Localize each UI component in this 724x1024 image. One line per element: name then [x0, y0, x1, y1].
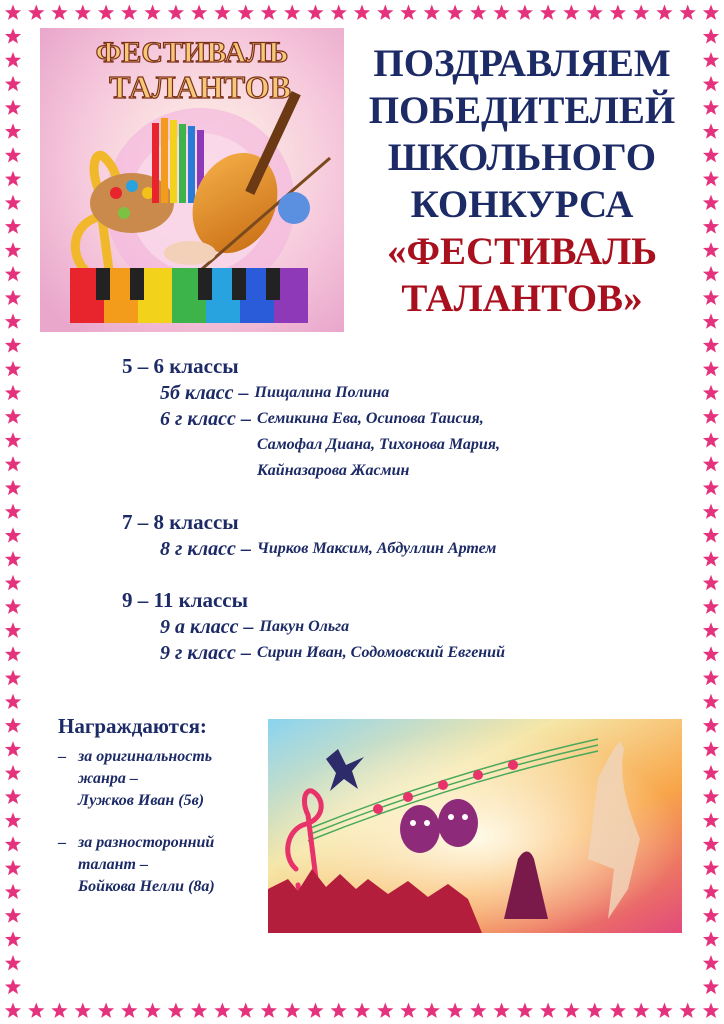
class-row [160, 640, 682, 666]
border-star [703, 908, 719, 923]
award-text [78, 746, 212, 812]
border-star [540, 5, 556, 20]
border-star [470, 5, 486, 20]
border-star [5, 860, 21, 875]
border-star [5, 337, 21, 352]
border-star [51, 1003, 67, 1018]
border-star [610, 1003, 626, 1018]
border-star [680, 1003, 696, 1018]
border-star [5, 908, 21, 923]
border-star [703, 432, 719, 447]
winner-name-line: Чирков Максим, Абдуллин Артем [256, 540, 497, 557]
border-star [75, 5, 91, 20]
class-label: 5б класс – [160, 382, 249, 404]
winner-names [249, 380, 390, 406]
headline-line-accent: ТАЛАНТОВ» [401, 277, 643, 320]
border-star [587, 5, 603, 20]
border-star [5, 266, 21, 281]
border-star [5, 28, 21, 43]
border-star [5, 76, 21, 91]
border-star [703, 76, 719, 91]
award-item [58, 746, 268, 812]
border-star [587, 1003, 603, 1018]
border-star [703, 741, 719, 756]
border-star [424, 5, 440, 20]
border-star [703, 266, 719, 281]
border-star [5, 741, 21, 756]
border-star [261, 5, 277, 20]
grade-group [122, 586, 682, 666]
border-star [261, 1003, 277, 1018]
winner-names [251, 536, 496, 562]
border-star [703, 5, 719, 20]
border-star [424, 1003, 440, 1018]
festival-poster-image [40, 28, 344, 332]
border-star [5, 313, 21, 328]
class-label: 6 г класс – [160, 408, 251, 430]
class-label: 8 г класс – [160, 538, 251, 560]
border-star [5, 218, 21, 233]
border-star [121, 1003, 137, 1018]
border-star [703, 100, 719, 115]
border-star [703, 195, 719, 210]
award-line: жанра – [78, 770, 138, 787]
border-star [98, 5, 114, 20]
border-star [5, 955, 21, 970]
border-star [703, 504, 719, 519]
headline-line: КОНКУРСА [410, 183, 634, 226]
border-star [168, 5, 184, 20]
winner-names [254, 614, 350, 640]
border-star [494, 5, 510, 20]
border-star [610, 5, 626, 20]
border-star [680, 5, 696, 20]
border-star [5, 385, 21, 400]
border-star [703, 599, 719, 614]
border-star [656, 1003, 672, 1018]
grade-group [122, 508, 682, 562]
border-star [5, 812, 21, 827]
border-star [5, 765, 21, 780]
border-star [98, 1003, 114, 1018]
border-star [517, 5, 533, 20]
border-star [633, 1003, 649, 1018]
border-star [703, 884, 719, 899]
winner-name-line: Семикина Ева, Осипова Таисия, [256, 410, 484, 427]
border-star [214, 1003, 230, 1018]
border-star [5, 599, 21, 614]
border-star [400, 1003, 416, 1018]
border-star [5, 717, 21, 732]
border-star [284, 1003, 300, 1018]
border-star [703, 860, 719, 875]
border-star [400, 5, 416, 20]
border-star [331, 1003, 347, 1018]
grade-group-title: 5 – 6 классы [122, 354, 239, 378]
border-star [703, 955, 719, 970]
border-star [703, 979, 719, 994]
border-star [5, 361, 21, 376]
border-star [5, 409, 21, 424]
border-star [494, 1003, 510, 1018]
border-star [703, 218, 719, 233]
border-star [5, 242, 21, 257]
border-star [703, 836, 719, 851]
border-star [5, 789, 21, 804]
border-star [354, 1003, 370, 1018]
border-star [633, 5, 649, 20]
border-star [5, 694, 21, 709]
border-star [447, 5, 463, 20]
border-star [703, 52, 719, 67]
border-star [703, 789, 719, 804]
border-star [354, 5, 370, 20]
border-star [703, 551, 719, 566]
border-star [447, 1003, 463, 1018]
class-label: 9 а класс – [160, 616, 254, 638]
border-star [703, 931, 719, 946]
class-row [160, 536, 682, 562]
border-star [5, 884, 21, 899]
award-line: за разносторонний [78, 834, 215, 851]
border-star [703, 646, 719, 661]
border-star [28, 5, 44, 20]
award-line: Лужков Иван (5в) [78, 792, 205, 809]
border-star [470, 1003, 486, 1018]
border-star [5, 432, 21, 447]
border-star [5, 5, 21, 20]
award-text [78, 832, 215, 898]
border-star [5, 836, 21, 851]
border-star [307, 1003, 323, 1018]
winner-name-line: Пакун Ольга [259, 618, 350, 635]
border-star [517, 1003, 533, 1018]
border-star [5, 195, 21, 210]
border-star [5, 171, 21, 186]
award-dash: – [58, 834, 66, 851]
border-star [703, 812, 719, 827]
border-star [703, 28, 719, 43]
border-star [5, 979, 21, 994]
border-star [5, 622, 21, 637]
border-star [5, 52, 21, 67]
performing-arts-image [268, 719, 682, 933]
border-star [563, 1003, 579, 1018]
border-star [5, 1003, 21, 1018]
border-star [214, 5, 230, 20]
poster-title-line-2: ТАЛАНТОВ [109, 69, 291, 105]
border-star [284, 5, 300, 20]
border-star [377, 5, 393, 20]
border-star [5, 147, 21, 162]
border-star [28, 1003, 44, 1018]
winner-names [251, 640, 505, 666]
border-star [703, 361, 719, 376]
award-line: Бойкова Нелли (8а) [78, 878, 215, 895]
headline-line-accent: «ФЕСТИВАЛЬ [386, 230, 658, 273]
border-star [703, 480, 719, 495]
border-star [540, 1003, 556, 1018]
border-star [238, 5, 254, 20]
border-star [121, 5, 137, 20]
border-star [5, 100, 21, 115]
poster-title-line-1: ФЕСТИВАЛЬ [95, 36, 289, 69]
winner-name-line: Кайназарова Жасмин [256, 462, 410, 479]
border-star [703, 622, 719, 637]
border-star [5, 290, 21, 305]
border-star [5, 123, 21, 138]
border-star [563, 5, 579, 20]
winner-names [251, 406, 500, 484]
border-star [5, 575, 21, 590]
awards-section [58, 712, 268, 898]
border-star [5, 456, 21, 471]
border-star [377, 1003, 393, 1018]
awards-title: Награждаются: [58, 714, 207, 738]
border-star [191, 1003, 207, 1018]
class-label: 9 г класс – [160, 642, 251, 664]
border-star [168, 1003, 184, 1018]
border-star [703, 171, 719, 186]
winners-list [122, 352, 682, 690]
border-star [5, 646, 21, 661]
border-star [703, 527, 719, 542]
border-star [703, 385, 719, 400]
border-star [703, 147, 719, 162]
border-star [703, 670, 719, 685]
border-star [238, 1003, 254, 1018]
headline-line: ПОЗДРАВЛЯЕМ [373, 42, 671, 85]
border-star [703, 242, 719, 257]
border-star [5, 931, 21, 946]
headline-line: ШКОЛЬНОГО [387, 136, 657, 179]
border-star [331, 5, 347, 20]
border-star [145, 5, 161, 20]
border-star [703, 717, 719, 732]
border-star [5, 527, 21, 542]
headline-line: ПОБЕДИТЕЛЕЙ [368, 89, 676, 132]
border-star [5, 504, 21, 519]
border-star [703, 456, 719, 471]
award-line: талант – [78, 856, 148, 873]
award-dash: – [58, 748, 66, 765]
border-star [51, 5, 67, 20]
border-star [703, 409, 719, 424]
award-item [58, 832, 268, 898]
border-star [75, 1003, 91, 1018]
border-star [703, 765, 719, 780]
class-row [160, 614, 682, 640]
grade-group-title: 9 – 11 классы [122, 588, 249, 612]
border-star [703, 575, 719, 590]
border-star [307, 5, 323, 20]
grade-group-title: 7 – 8 классы [122, 510, 239, 534]
border-star [703, 1003, 719, 1018]
border-star [5, 551, 21, 566]
award-line: за оригинальность [78, 748, 213, 765]
grade-group [122, 352, 682, 484]
winner-name-line: Пищалина Полина [254, 384, 390, 401]
border-star [703, 313, 719, 328]
border-star [703, 694, 719, 709]
headline [352, 40, 692, 322]
winner-name-line: Сирин Иван, Содомовский Евгений [256, 644, 505, 661]
border-star [191, 5, 207, 20]
border-star [5, 670, 21, 685]
class-row [160, 380, 682, 406]
class-row [160, 406, 682, 484]
border-star [703, 123, 719, 138]
border-star [5, 480, 21, 495]
winner-name-line: Самофал Диана, Тихонова Мария, [256, 436, 501, 453]
border-star [145, 1003, 161, 1018]
border-star [656, 5, 672, 20]
border-star [703, 337, 719, 352]
border-star [703, 290, 719, 305]
